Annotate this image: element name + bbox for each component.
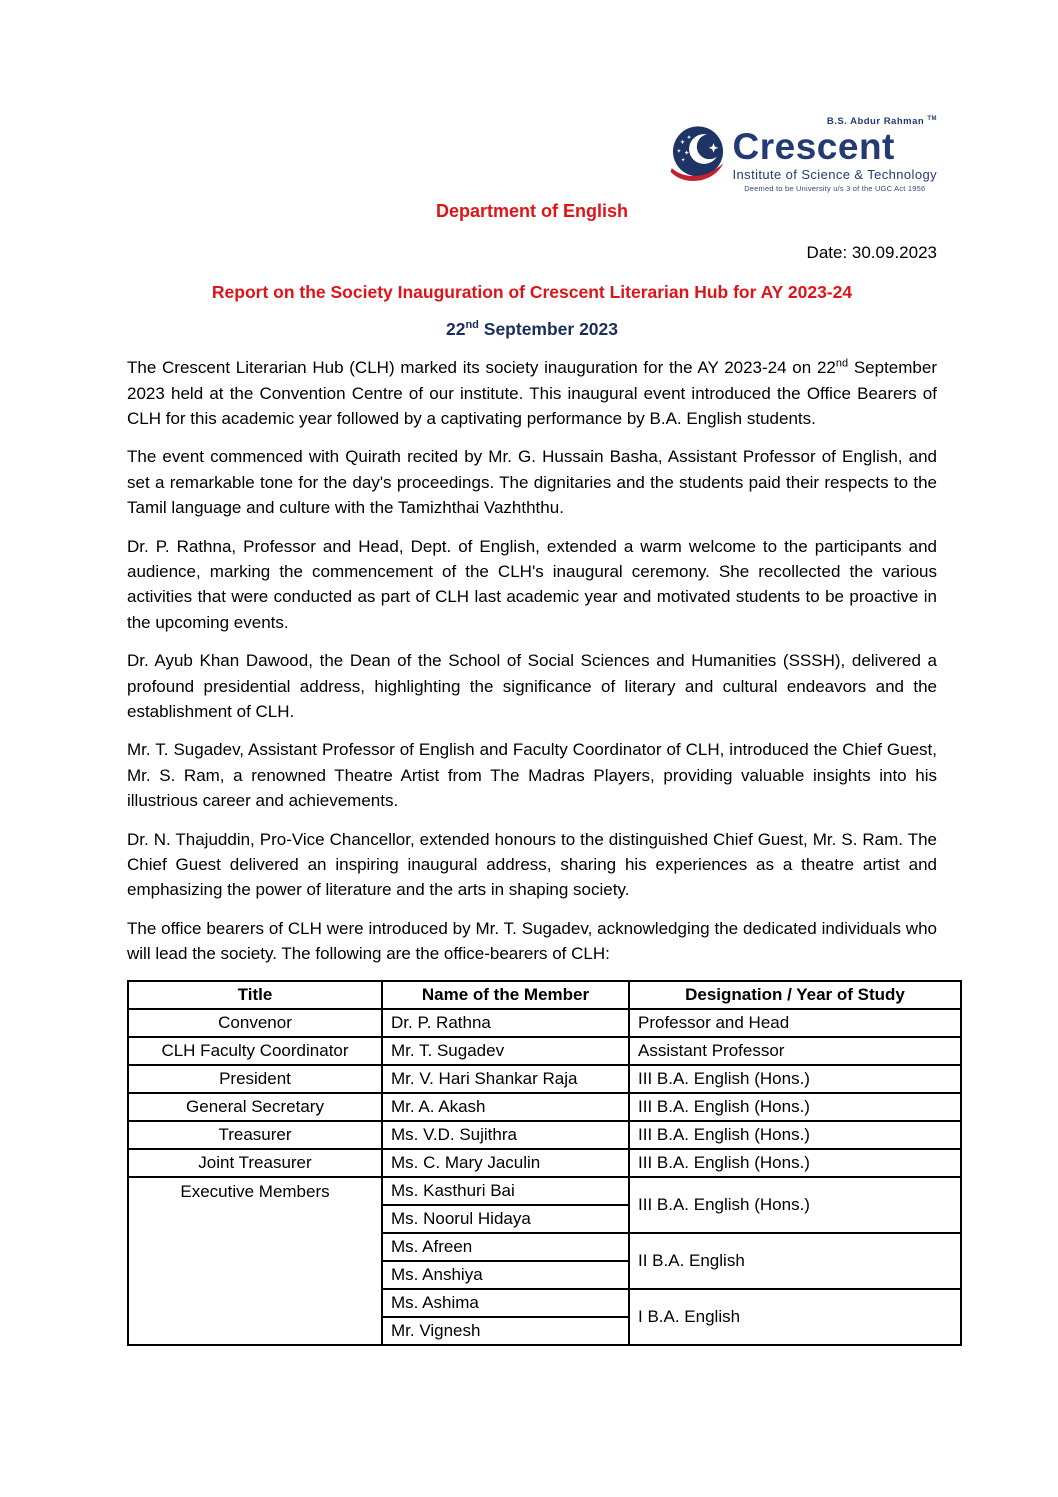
table-cell-name: Ms. C. Mary Jaculin — [382, 1149, 629, 1177]
table-cell-designation: III B.A. English (Hons.) — [629, 1149, 961, 1177]
logo-parent-brand: B.S. Abdur Rahman ™ — [826, 116, 937, 128]
report-body — [127, 355, 937, 967]
table-row — [128, 1065, 961, 1093]
paragraph-inaugural-address: Dr. N. Thajuddin, Pro-Vice Chancellor, extended honours to the distinguished Chief Guest, Mr. S. Ram. The Chief Guest delivered an inspiring inaugural address, sharing his experiences as a theatre artist and emphasizing the power of literature and the arts in shaping society. — [127, 829, 937, 900]
logo-text-block — [733, 116, 937, 193]
trademark-symbol: TM — [927, 116, 937, 122]
table-row — [128, 1121, 961, 1149]
table-cell-designation: I B.A. English — [629, 1289, 961, 1345]
paragraph-office-bearers: The office bearers of CLH were introduced by Mr. T. Sugadev, acknowledging the dedicated individuals who will lead the society. The following are the office-bearers of CLH: — [127, 918, 937, 964]
table-cell-name: Mr. T. Sugadev — [382, 1037, 629, 1065]
paragraph-presidential-address: Dr. Ayub Khan Dawood, the Dean of the School of Social Sciences and Humanities (SSSH), delivered a profound presidential address, highlighting the significance of literary and cultural endeavors and the establishment of CLH. — [127, 651, 937, 722]
event-date-heading: 22nd September 2023 — [445, 319, 619, 340]
table-cell-designation: Assistant Professor — [629, 1037, 961, 1065]
table-cell-name: Mr. V. Hari Shankar Raja — [382, 1065, 629, 1093]
table-cell-designation: III B.A. English (Hons.) — [629, 1065, 961, 1093]
department-heading: Department of English — [435, 201, 628, 222]
logo-row — [127, 116, 937, 193]
paragraph-quirath: The event commenced with Quirath recited by Mr. G. Hussain Basha, Assistant Professor of English, and set a remarkable tone for the day's proceedings. The dignitaries and the students paid their respects to the Tamil language and culture with the Tamizhthai Vazhththu. — [127, 447, 937, 518]
table-header-row — [128, 981, 961, 1009]
paragraph-intro: The Crescent Literarian Hub (CLH) marked its society inauguration for the AY 2023-24 on 22nd September 2023 held at the Convention Centre of our institute. This inaugural event introduced the Office Bearers of CLH for this academic year followed by a captivating performance by B.A. English students. — [127, 357, 937, 428]
table-row — [128, 1149, 961, 1177]
table-cell-title: Convenor — [128, 1009, 382, 1037]
table-cell-designation: Professor and Head — [629, 1009, 961, 1037]
table-header-designation: Designation / Year of Study — [629, 981, 961, 1009]
institution-logo — [668, 116, 937, 193]
paragraph-chief-guest-intro: Mr. T. Sugadev, Assistant Professor of English and Faculty Coordinator of CLH, introduced the Chief Guest, Mr. S. Ram, a renowned Theatre Artist from The Madras Players, providing valuable insights into his illustrious career and achievements. — [127, 740, 937, 811]
table-row — [128, 1177, 961, 1205]
table-row — [128, 1093, 961, 1121]
table-cell-designation: III B.A. English (Hons.) — [629, 1121, 961, 1149]
table-cell-title: President — [128, 1065, 382, 1093]
table-cell-name: Dr. P. Rathna — [382, 1009, 629, 1037]
logo-tagline: Deemed to be University u/s 3 of the UGC Act 1956 — [744, 184, 926, 194]
table-cell-name: Mr. Vignesh — [382, 1317, 629, 1345]
table-cell-name: Mr. A. Akash — [382, 1093, 629, 1121]
logo-brand-name: Crescent — [732, 126, 895, 168]
table-cell-name: Ms. Anshiya — [382, 1261, 629, 1289]
table-cell-title: Joint Treasurer — [128, 1149, 382, 1177]
table-cell-title: General Secretary — [128, 1093, 382, 1121]
crescent-emblem-icon — [668, 124, 728, 186]
table-header-name: Name of the Member — [382, 981, 629, 1009]
table-cell-name: Ms. Kasthuri Bai — [382, 1177, 629, 1205]
table-cell-title: Executive Members — [128, 1177, 382, 1345]
paragraph-welcome: Dr. P. Rathna, Professor and Head, Dept. of English, extended a warm welcome to the participants and audience, marking the commencement of the CLH's inaugural ceremony. She recollected the various activities that were conducted as part of CLH last academic year and motivated students to be proactive in the upcoming events. — [127, 536, 937, 632]
table-cell-name: Ms. V.D. Sujithra — [382, 1121, 629, 1149]
logo-institute-name: Institute of Science & Technology — [732, 167, 937, 183]
table-cell-title: Treasurer — [128, 1121, 382, 1149]
table-row — [128, 1009, 961, 1037]
table-cell-name: Ms. Afreen — [382, 1233, 629, 1261]
table-cell-designation: II B.A. English — [629, 1233, 961, 1289]
table-header-title: Title — [128, 981, 382, 1009]
table-cell-designation: III B.A. English (Hons.) — [629, 1177, 961, 1233]
report-date: Date: 30.09.2023 — [806, 243, 937, 263]
table-cell-name: Ms. Noorul Hidaya — [382, 1205, 629, 1233]
table-cell-designation: III B.A. English (Hons.) — [629, 1093, 961, 1121]
report-title: Report on the Society Inauguration of Crescent Literarian Hub for AY 2023-24 — [211, 282, 853, 303]
office-bearers-table — [127, 980, 962, 1346]
table-cell-name: Ms. Ashima — [382, 1289, 629, 1317]
table-cell-title: CLH Faculty Coordinator — [128, 1037, 382, 1065]
table-row — [128, 1037, 961, 1065]
